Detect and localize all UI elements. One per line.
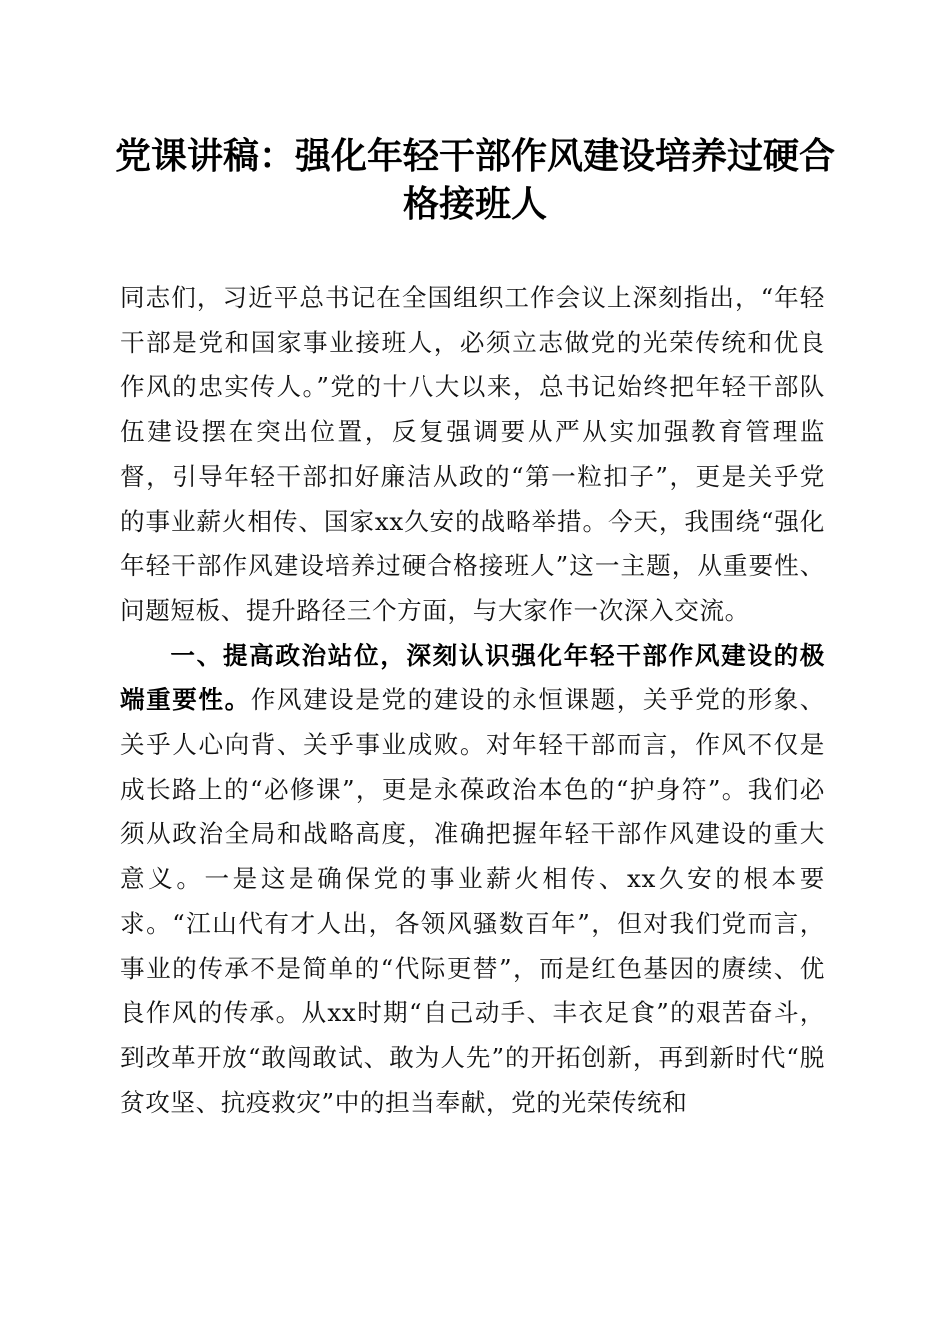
section-one-heading: 一、提高政治站位，深刻认识强化年轻干部作风建设的极端重要性。 <box>120 640 825 715</box>
document-body <box>120 276 825 1125</box>
document-title: 党课讲稿：强化年轻干部作风建设培养过硬合格接班人 <box>114 135 835 225</box>
intro-paragraph <box>120 276 825 634</box>
intro-paragraph-text: 同志们，习近平总书记在全国组织工作会议上深刻指出，“年轻干部是党和国家事业接班人，必须立志做党的光荣传统和优良作风的忠实传人。”党的十八大以来，总书记始终把年轻干部队伍建设摆在突出位置，反复强调要从严从实加强教育管理监督，引导年轻干部扣好廉洁从政的“第一粒扣子”，更是关乎党的事业薪火相传、国家xx久安的战略举措。今天，我围绕“强化年轻干部作风建设培养过硬合格接班人”这一主题，从重要性、问题短板、提升路径三个方面，与大家作一次深入交流。 <box>120 283 825 625</box>
section-one-paragraph <box>120 634 825 1126</box>
section-one-text: 作风建设是党的建设的永恒课题，关乎党的形象、关乎人心向背、关乎事业成败。对年轻干部而言，作风不仅是成长路上的“必修课”，更是永葆政治本色的“护身符”。我们必须从政治全局和战略高度，准确把握年轻干部作风建设的重大意义。一是这是确保党的事业薪火相传、xx久安的根本要求。“江山代有才人出，各领风骚数百年”，但对我们党而言，事业的传承不是简单的“代际更替”，而是红色基因的赓续、优良作风的传承。从xx时期“自己动手、丰衣足食”的艰苦奋斗，到改革开放“敢闯敢试、敢为人先”的开拓创新，再到新时代“脱贫攻坚、抗疫救灾”中的担当奉献，党的光荣传统和 <box>120 685 825 1117</box>
